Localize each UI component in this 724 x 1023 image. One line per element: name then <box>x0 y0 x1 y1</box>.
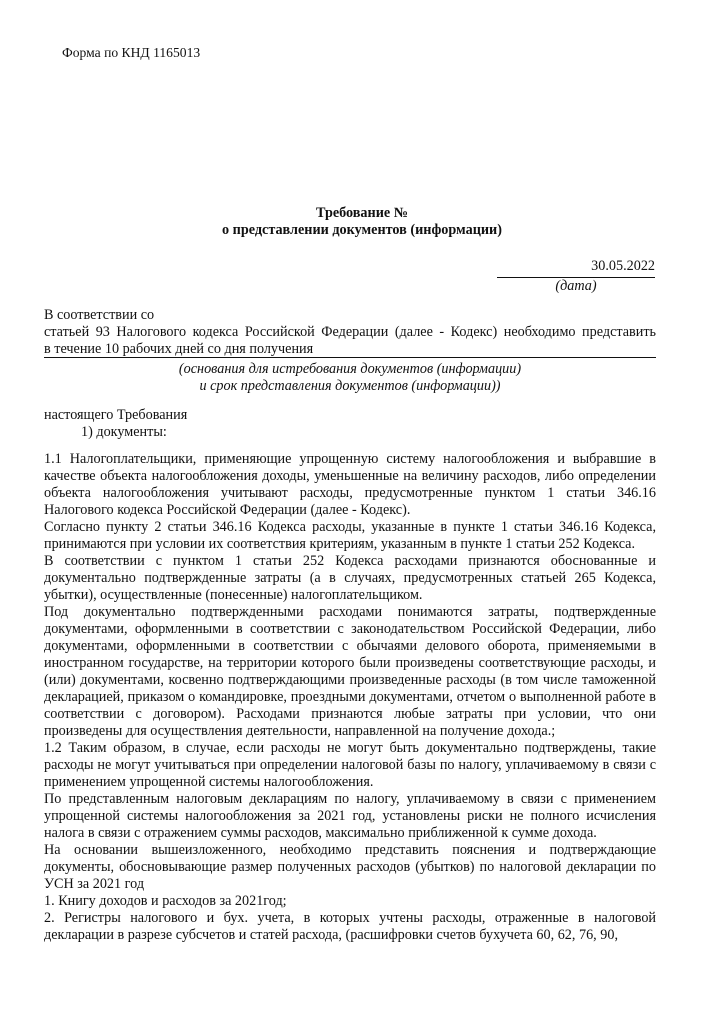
paragraph: Под документально подтвержденными расходами понимаются затраты, подтвержденные документами, оформленными в соответствии с законодательством Российской Федерации, либо документами, оформленными в соответствии с обычаями делового оборота, применяемыми в иностранном государстве, на территории которого были произведены соответствующие расходы, и (или) документами, косвенно подтверждающими произведенные расходы (в том числе таможенной декларацией, приказом о командировке, проездными документами, отчетом о выполненной работе в соответствии с договором). Расходами признаются любые затраты при условии, что они произведены для осуществления деятельности, направленной на получение дохода.; <box>44 604 656 739</box>
date-value: 30.05.2022 <box>591 258 655 274</box>
paragraph: В соответствии с пунктом 1 статьи 252 Кодекса расходами признаются обоснованные и документально подтвержденные затраты (а в случаях, предусмотренных статьей 265 Кодекса, убытки), осуществленные (понесенные) налогоплательщиком. <box>44 553 656 603</box>
paragraph: 1.1 Налогоплательщики, применяющие упрощенную систему налогообложения и выбравшие в качестве объекта налогообложения доходы, уменьшенные на величину расходов, либо определении объекта налогообложения учитывают расходы, предусмотренные пунктом 1 статьи 346.16 Налогового кодекса Российской Федерации (далее - Кодекс). <box>44 451 656 518</box>
basis-line-2: статьей 93 Налогового кодекса Российской Федерации (далее - Кодекс) необходимо представить <box>44 324 656 340</box>
documents-label: 1) документы: <box>81 424 167 440</box>
basis-caption-2: и срок представления документов (информации)) <box>199 378 501 394</box>
paragraph: Согласно пункту 2 статьи 346.16 Кодекса расходы, указанные в пункте 1 статьи 346.16 Кодекса, принимаются при условии их соответствия критериям, указанным в пункте 1 статьи 252 Кодекса. <box>44 519 656 552</box>
paragraph: 1.2 Таким образом, в случае, если расходы не могут быть документально подтверждены, такие расходы не могут учитываться при определении налоговой базы по налогу, уплачиваемому в связи с применением упрощенной системы налогообложения. <box>44 740 656 790</box>
document-subtitle: о представлении документов (информации) <box>222 222 502 238</box>
requirement-label: настоящего Требования <box>44 407 188 423</box>
paragraph: 1. Книгу доходов и расходов за 2021год; <box>44 893 287 909</box>
form-code: Форма по КНД 1165013 <box>62 45 201 60</box>
paragraph: 2. Регистры налогового и бух. учета, в которых учтены расходы, отраженные в налоговой декларации в разрезе субсчетов и статей расхода, (расшифровки счетов бухучета 60, 62, 76, 90, <box>44 910 656 943</box>
paragraph: На основании вышеизложенного, необходимо представить пояснения и подтверждающие документы, обосновывающие размер полученных расходов (убытков) по налоговой декларации по УСН за 2021 год <box>44 842 656 892</box>
document-body <box>44 451 656 944</box>
document-title: Требование № <box>316 205 408 221</box>
basis-line-3: в течение 10 рабочих дней со дня получения <box>44 341 314 357</box>
date-caption: (дата) <box>555 278 597 294</box>
paragraph: По представленным налоговым декларациям по налогу, уплачиваемому в связи с применением упрощенной системы налогообложения за 2021 год, установлены риски не полного исчисления налога в связи с отражением суммы расходов, максимально приближенной к сумме дохода. <box>44 791 656 841</box>
basis-caption-1: (основания для истребования документов (информации) <box>178 361 522 377</box>
basis-underline <box>44 357 656 358</box>
basis-line-1: В соответствии со <box>44 307 155 323</box>
